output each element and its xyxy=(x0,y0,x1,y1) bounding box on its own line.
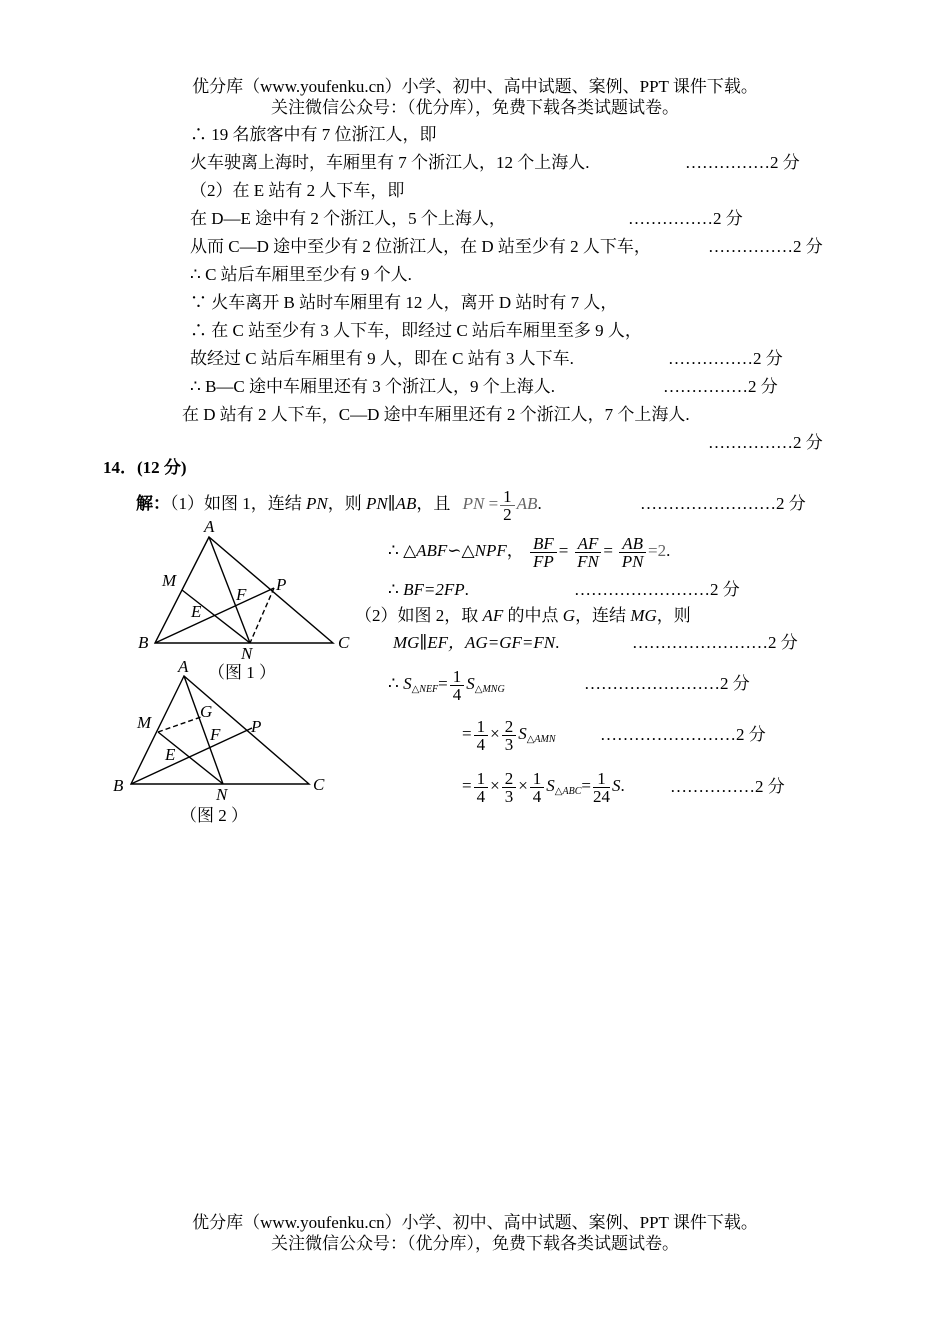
footer-line-2: 关注微信公众号：（优分库），免费下载各类试题试卷。 xyxy=(271,1234,679,1253)
label-c: C xyxy=(338,633,350,652)
label-n: N xyxy=(241,644,253,660)
label-b: B xyxy=(138,633,149,652)
header-line-2: 关注微信公众号：（优分库），免费下载各类试题试卷。 xyxy=(271,98,679,117)
ratio-ab-pn: $\frac{AB}{PN}$ xyxy=(619,535,646,570)
segment-mg-dashed xyxy=(158,717,201,732)
similar-triangles-line: ∴ △ABF∽△NPF， $\frac{BF}{FP}$ = $\frac{AF}{FN}$ = $\frac{AB}{PN}$ =2. xyxy=(388,533,671,571)
label-b: B xyxy=(113,776,124,795)
label-f: F xyxy=(236,585,247,604)
q13-score-3: ……………2 分 xyxy=(708,237,823,256)
q13-line-11: 在 D 站有 2 人下车，C—D 途中车厢里还有 2 个浙江人，7 个上海人. xyxy=(182,405,690,424)
q14-score-4: ……………………2 分 xyxy=(584,674,750,693)
q13-line-6: ∴ C 站后车厢里至少有 9 个人. xyxy=(190,265,412,284)
header-line-1: 优分库（www.youfenku.cn）小学、初中、高中试题、案例、PPT 课件下载。 xyxy=(192,77,758,96)
q14-title: 14．(12 分) xyxy=(103,458,187,477)
label-a: A xyxy=(178,657,189,676)
q13-score-4: ……………2 分 xyxy=(668,349,783,368)
q14-part2-line: （2）如图 2，取 AF 的中点 G，连结 MG，则 xyxy=(355,606,691,625)
segment-pn-dashed xyxy=(250,588,274,643)
q14-score-5: ……………………2 分 xyxy=(600,725,766,744)
q14-score-1: ……………………2 分 xyxy=(640,494,806,513)
segment-bp xyxy=(131,728,252,784)
figure-2-caption: （图 2 ） xyxy=(180,806,248,825)
q13-line-4: 在 D—E 途中有 2 个浙江人，5 个上海人， xyxy=(190,209,506,228)
label-g: G xyxy=(200,702,213,721)
q13-score-5: ……………2 分 xyxy=(663,377,778,396)
q13-score-2: ……………2 分 xyxy=(628,209,743,228)
ratio-bf-fp: $\frac{BF}{FP}$ xyxy=(530,535,557,570)
q13-line-10: ∴ B—C 途中车厢里还有 3 个浙江人，9 个上海人. xyxy=(190,377,555,396)
q13-line-2: 火车驶离上海时，车厢里有 7 个浙江人，12 个上海人. xyxy=(190,153,590,172)
label-m: M xyxy=(162,571,177,590)
label-f: F xyxy=(210,725,221,744)
q13-line-5: 从而 C—D 途中至少有 2 位浙江人，在 D 站至少有 2 人下车， xyxy=(190,237,651,256)
q14-score-3: ……………………2 分 xyxy=(632,633,798,652)
q13-line-8: ∴ 在 C 站至少有 3 人下车，即经过 C 站后车厢里至多 9 人， xyxy=(190,321,642,340)
figure-2 xyxy=(106,656,336,804)
q14-score-6: ……………2 分 xyxy=(670,777,785,796)
area-step-3: = $\frac{1}{4}$ × $\frac{2}{3}$ × $\frac{1}{4}$ $S_{\triangle ABC}=$ $\frac{1}{24}$ S. xyxy=(462,768,625,806)
figure-1 xyxy=(130,512,360,660)
label-p: P xyxy=(276,575,287,594)
figure-1-caption: （图 1 ） xyxy=(208,663,276,682)
label-p: P xyxy=(251,717,262,736)
label-c: C xyxy=(313,775,325,794)
q14-part2-line-2: MG∥EF，AG=GF=FN. xyxy=(393,633,560,652)
q13-score-6: ……………2 分 xyxy=(708,433,823,452)
footer-line-1: 优分库（www.youfenku.cn）小学、初中、高中试题、案例、PPT 课件下载。 xyxy=(192,1213,758,1232)
label-m: M xyxy=(137,713,152,732)
bf-2fp-line: ∴ BF=2FP. xyxy=(388,580,469,599)
q13-line-9: 故经过 C 站后车厢里有 9 人，即在 C 站有 3 人下车. xyxy=(190,349,574,368)
label-a: A xyxy=(204,517,215,536)
q14-score-2: ……………………2 分 xyxy=(574,580,740,599)
q14-part1-line: 解：（1）如图 1，连结 PN，则 PN∥AB，且 PN = $\frac{1}{2}$ AB. xyxy=(136,486,542,524)
q13-score-1: ……………2 分 xyxy=(685,153,800,172)
area-step-1: ∴ $S_{\triangle NEF}=$ $\frac{1}{4}$ $S_{\triangle MNG}$ xyxy=(388,666,505,704)
label-n: N xyxy=(216,785,228,804)
ratio-af-fn: $\frac{AF}{FN}$ xyxy=(575,535,602,570)
q13-line-7: ∵ 火车离开 B 站时车厢里有 12 人，离开 D 站时有 7 人， xyxy=(190,293,618,312)
q13-line-3: （2）在 E 站有 2 人下车，即 xyxy=(190,181,405,200)
pn-half-ab-equation: PN = $\frac{1}{2}$ AB xyxy=(462,486,538,524)
q13-line-1: ∴ 19 名旅客中有 7 位浙江人，即 xyxy=(190,125,437,144)
solution-label: 解： xyxy=(136,494,170,513)
area-step-2: = $\frac{1}{4}$ × $\frac{2}{3}$ $S_{\triangle AMN}$ xyxy=(462,716,556,754)
label-e: E xyxy=(191,602,202,621)
label-e: E xyxy=(165,745,176,764)
